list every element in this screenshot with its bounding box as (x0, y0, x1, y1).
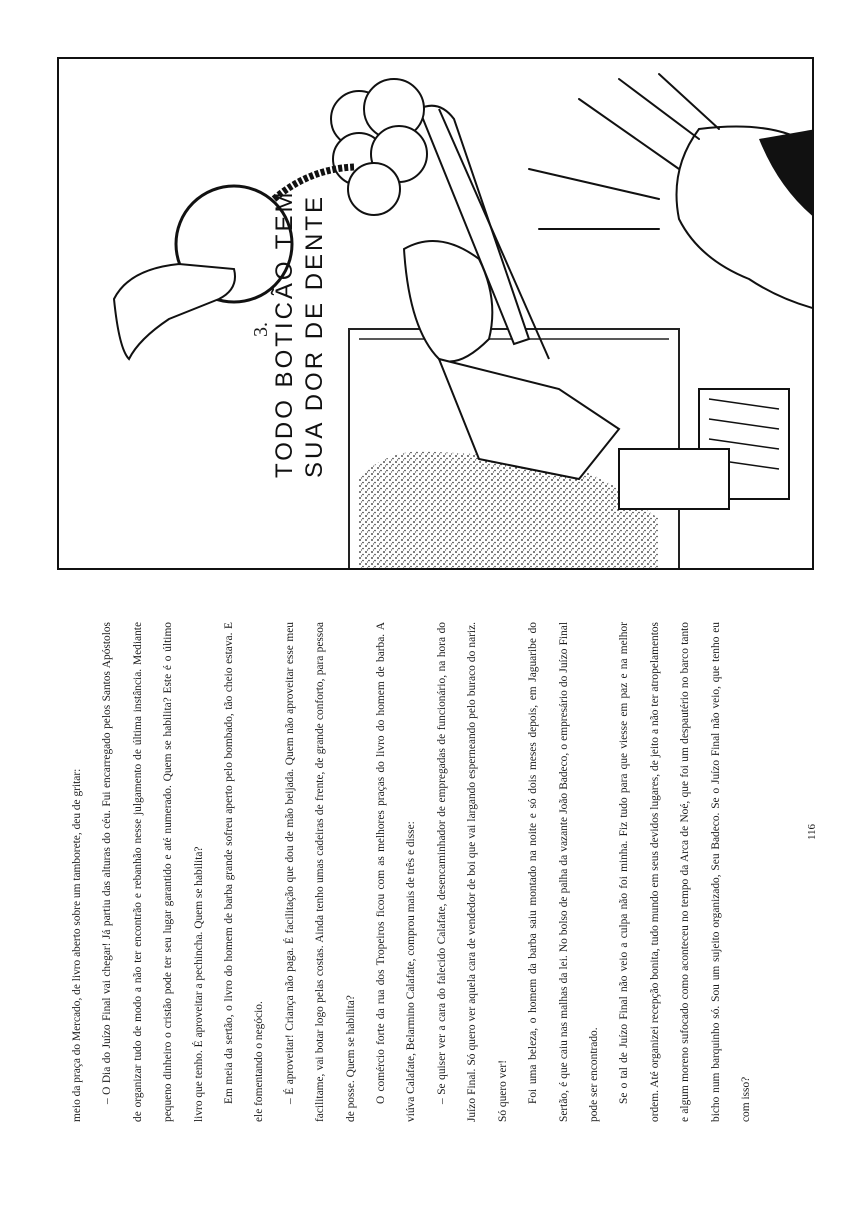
paragraph: – O Dia do Juízo Final vai chegar! Já partiu das alturas do céu. Fui encarregado pelos Santos Apóstolos de organizar tudo de modo a não ter encontrão e rebanhão nesse julgamento de última instância. Mediante pequeno dinheiro o cristão pode ter seu lugar garantido e até numerado. Quem se habilita? Este é o último livro que tenho. É aproveitar a pechincha. Quem se habilita? (101, 622, 205, 1122)
paragraph: O comércio forte da rua dos Tropeiros ficou com as melhores praças do livro do homem de barba. A viúva Calafate, Belarmino Calafate, comprou mais de três e disse: (375, 622, 418, 1122)
page-number: 116 (806, 823, 819, 841)
chapter-title-line-2: SUA DOR DE DENTE (301, 193, 328, 478)
cartoon-drawing (59, 59, 814, 570)
chapter-number: 3. (250, 322, 272, 337)
chapter-title-line-1: TODO BOTICÃO TEM (271, 189, 298, 478)
body-text (62, 622, 752, 1122)
paragraph: Em meia da sertão, o livro do homem de barba grande sofreu aperto pelo bombado, tão cheio estava. E ele fomentando o negócio. (223, 622, 266, 1122)
paragraph: – É aproveitar! Criança não paga. É facilitação que dou de mão beijada. Quem não aproveitar esse meu facilitame, vai botar logo pelas costas. Ainda tenho umas cadeiras de frente, de grande conforto, para pessoa de posse. Quem se habilita? (283, 622, 357, 1122)
chapter-illustration (57, 57, 814, 570)
paragraph: Foi uma beleza, o homem da barba saiu montado na noite e só dois meses depois, em Jaguaribe do Sertão, é que caiu nas malhas da lei. No bolso de palha da vazante João Badeco, o empresário do Juízo Final pode ser encontrado. (527, 622, 600, 1122)
paragraph: Se o tal de Juízo Final não veio a culpa não foi minha. Fiz tudo para que viesse em paz e na melhor ordem. Até organizei recepção bonita, tudo mundo em seus devidos lugares, de jeito a não ter atropelamentos e algum moreno sufocado como aconteceu no tempo da Arca de Noé, que foi um despautério no barco tanto bicho num barquinho só. Sou um sujeito organizado, Seu Badeco. Se o Juízo Final não veio, que tenho eu com isso? (618, 622, 752, 1122)
paragraph: meio da praça do Mercado, de livro aberto sobre um tamborete, deu de gritar: (71, 768, 83, 1122)
chapter-title (270, 148, 330, 478)
paragraph: – Se quiser ver a cara do falecido Calafate, desencaminhador de empregadas de funcionário, na hora do Juízo Final. Só quero ver aquela cara de vendedor de boi que vai largando esperneando pelo buraco do nariz. Só quero ver! (435, 622, 509, 1122)
